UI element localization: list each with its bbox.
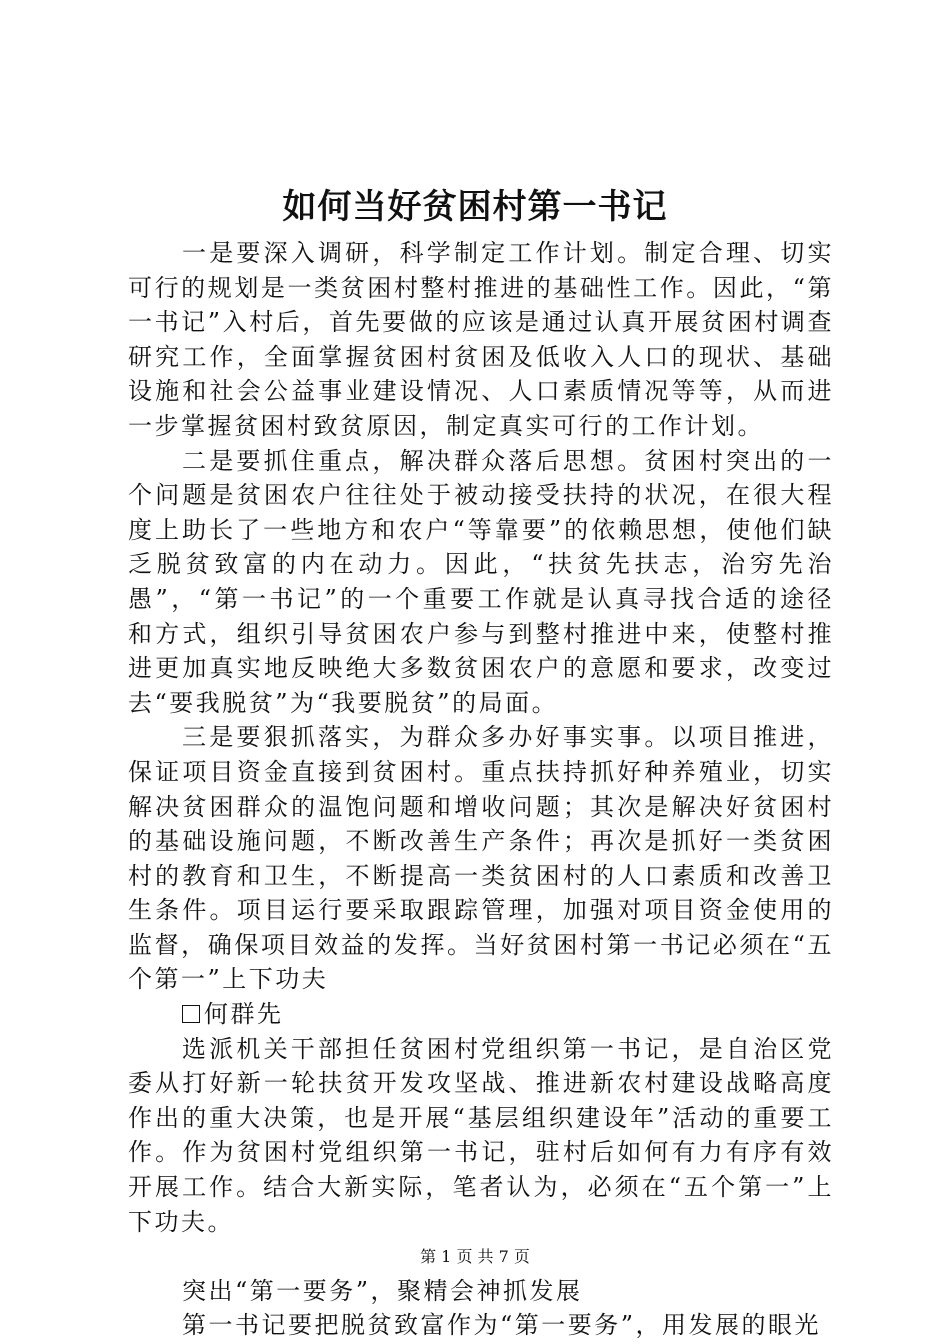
author-line [128,997,834,1032]
page-footer: 第 1 页 共 7 页 [420,1247,530,1266]
document-title: 如何当好贫困村第一书记 [282,187,668,227]
document-body [128,236,834,1343]
section-heading: 突出“第一要务”，聚精会神抓发展 [182,1276,583,1305]
paragraph-1: 一是要深入调研，科学制定工作计划。制定合理、切实可行的规划是一类贫困村整村推进的基础性工作。因此，“第一书记”入村后，首先要做的应该是通过认真开展贫困村调查研究工作，全面掌握贫困村贫困及低收入人口的现状、基础设施和社会公益事业建设情况、人口素质情况等等，从而进一步掌握贫困村致贫原因，制定真实可行的工作计划。 [128,239,834,440]
author-name: 何群先 [204,1000,284,1029]
paragraph-intro: 选派机关干部担任贫困村党组织第一书记，是自治区党委从打好新一轮扶贫开发攻坚战、推进新农村建设战略高度作出的重大决策，也是开展“基层组织建设年”活动的重要工作。作为贫困村党组织第一书记，驻村后如何有力有序有效开展工作。结合大新实际，笔者认为，必须在“五个第一”上下功夫。 [128,1034,834,1236]
checkbox-square-icon [182,1005,200,1023]
paragraph-last: 第一书记要把脱贫致富作为“第一要务”，用发展的眼光 [182,1311,822,1340]
paragraph-2: 二是要抓住重点，解决群众落后思想。贫困村突出的一个问题是贫困农户往往处于被动接受扶持的状况，在很大程度上助长了一些地方和农户“等靠要”的依赖思想，使他们缺乏脱贫致富的内在动力。因此，“扶贫先扶志，治穷先治愚”，“第一书记”的一个重要工作就是认真寻找合适的途径和方式，组织引导贫困农户参与到整村推进中来，使整村推进更加真实地反映绝大多数贫困农户的意愿和要求，改变过去“要我脱贫”为“我要脱贫”的局面。 [128,446,834,717]
paragraph-3: 三是要狠抓落实，为群众多办好事实事。以项目推进，保证项目资金直接到贫困村。重点扶持抓好种养殖业，切实解决贫困群众的温饱问题和增收问题；其次是解决好贫困村的基础设施问题，不断改善生产条件；再次是抓好一类贫困村的教育和卫生，不断提高一类贫困村的人口素质和改善卫生条件。项目运行要采取跟踪管理，加强对项目资金使用的监督，确保项目效益的发挥。当好贫困村第一书记必须在“五个第一”上下功夫 [128,723,834,994]
